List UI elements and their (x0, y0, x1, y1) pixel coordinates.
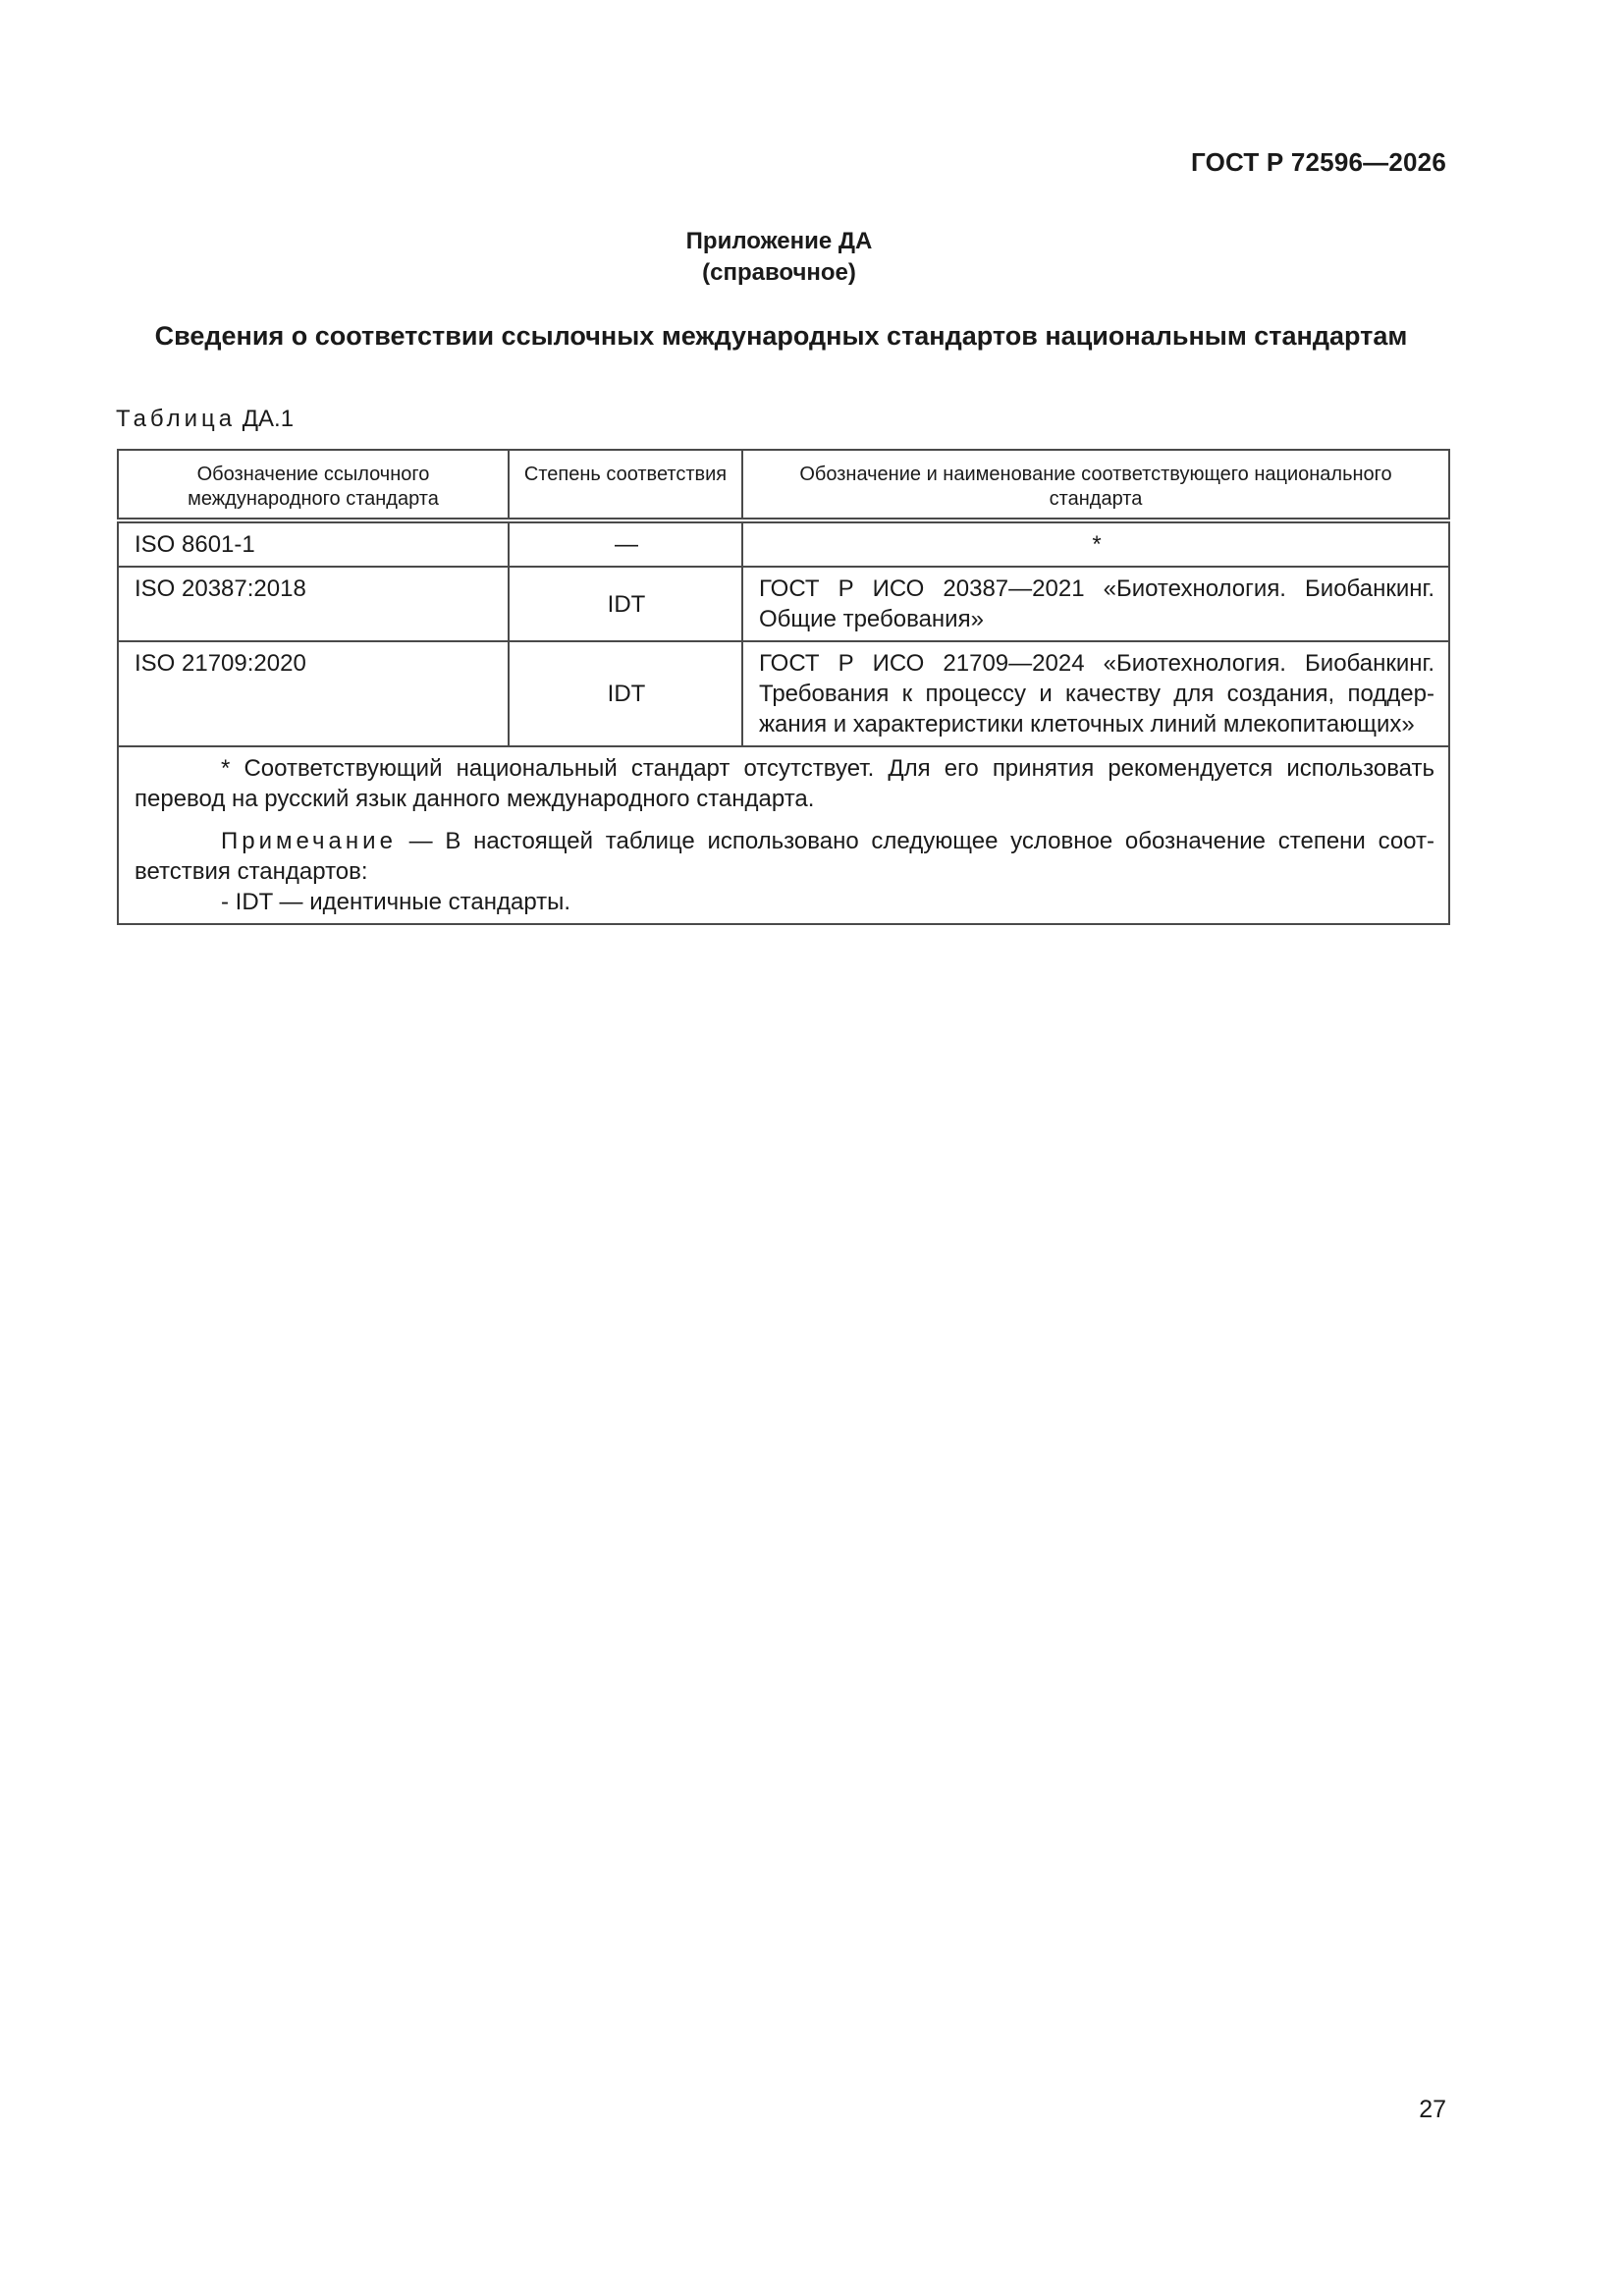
section-title: Сведения о соответствии ссылочных международных стандартов национальным стандартам (154, 321, 1408, 351)
table-row (118, 641, 1449, 746)
column-header-degree: Степень соответствия (509, 450, 742, 520)
table-row (118, 567, 1449, 641)
cell-degree: — (509, 520, 742, 567)
table-caption (116, 406, 294, 433)
table-note (135, 826, 1434, 887)
cell-national-standard: * (742, 520, 1449, 567)
cell-national-standard: ГОСТ Р ИСО 21709—2024 «Биотехнология. Биобанкинг. Требования к процессу и качеству для создания, поддержания и характеристики клеточных линий млекопитающих» (742, 641, 1449, 746)
note-text: — В настоящей таблице использовано следующее условное обозначение степени соответствия стандартов: (135, 828, 1434, 885)
note-label: Примечание (221, 828, 397, 854)
cell-national-standard: ГОСТ Р ИСО 20387—2021 «Биотехнология. Биобанкинг. Общие требования» (742, 567, 1449, 641)
appendix-title: Приложение ДА (685, 228, 873, 254)
document-code: ГОСТ Р 72596—2026 (1191, 147, 1446, 177)
table-notes (118, 746, 1449, 924)
cell-intl-standard: ISO 20387:2018 (118, 567, 509, 641)
table-header-row (118, 450, 1449, 520)
table-row (118, 520, 1449, 567)
cell-intl-standard: ISO 8601-1 (118, 520, 509, 567)
page-number: 27 (1419, 2096, 1446, 2123)
table-caption-number: ДА.1 (242, 406, 295, 432)
cell-degree: IDT (509, 567, 742, 641)
appendix-subtitle: (справочное) (702, 259, 856, 286)
table-notes-row (118, 746, 1449, 924)
table-caption-label: Таблица (116, 406, 237, 432)
table-footnote: * Соответствующий национальный стандарт отсутствует. Для его принятия рекомендуется использовать перевод на русский язык данного международного стандарта. (135, 755, 1434, 812)
column-header-intl-standard: Обозначение ссылочного международного стандарта (118, 450, 509, 520)
correspondence-table (117, 449, 1450, 925)
note-list-item: - IDT — идентичные стандарты. (221, 889, 571, 915)
cell-intl-standard: ISO 21709:2020 (118, 641, 509, 746)
appendix-heading (0, 226, 1558, 289)
column-header-national-standard: Обозначение и наименование соответствующего национального стандарта (742, 450, 1449, 520)
cell-degree: IDT (509, 641, 742, 746)
